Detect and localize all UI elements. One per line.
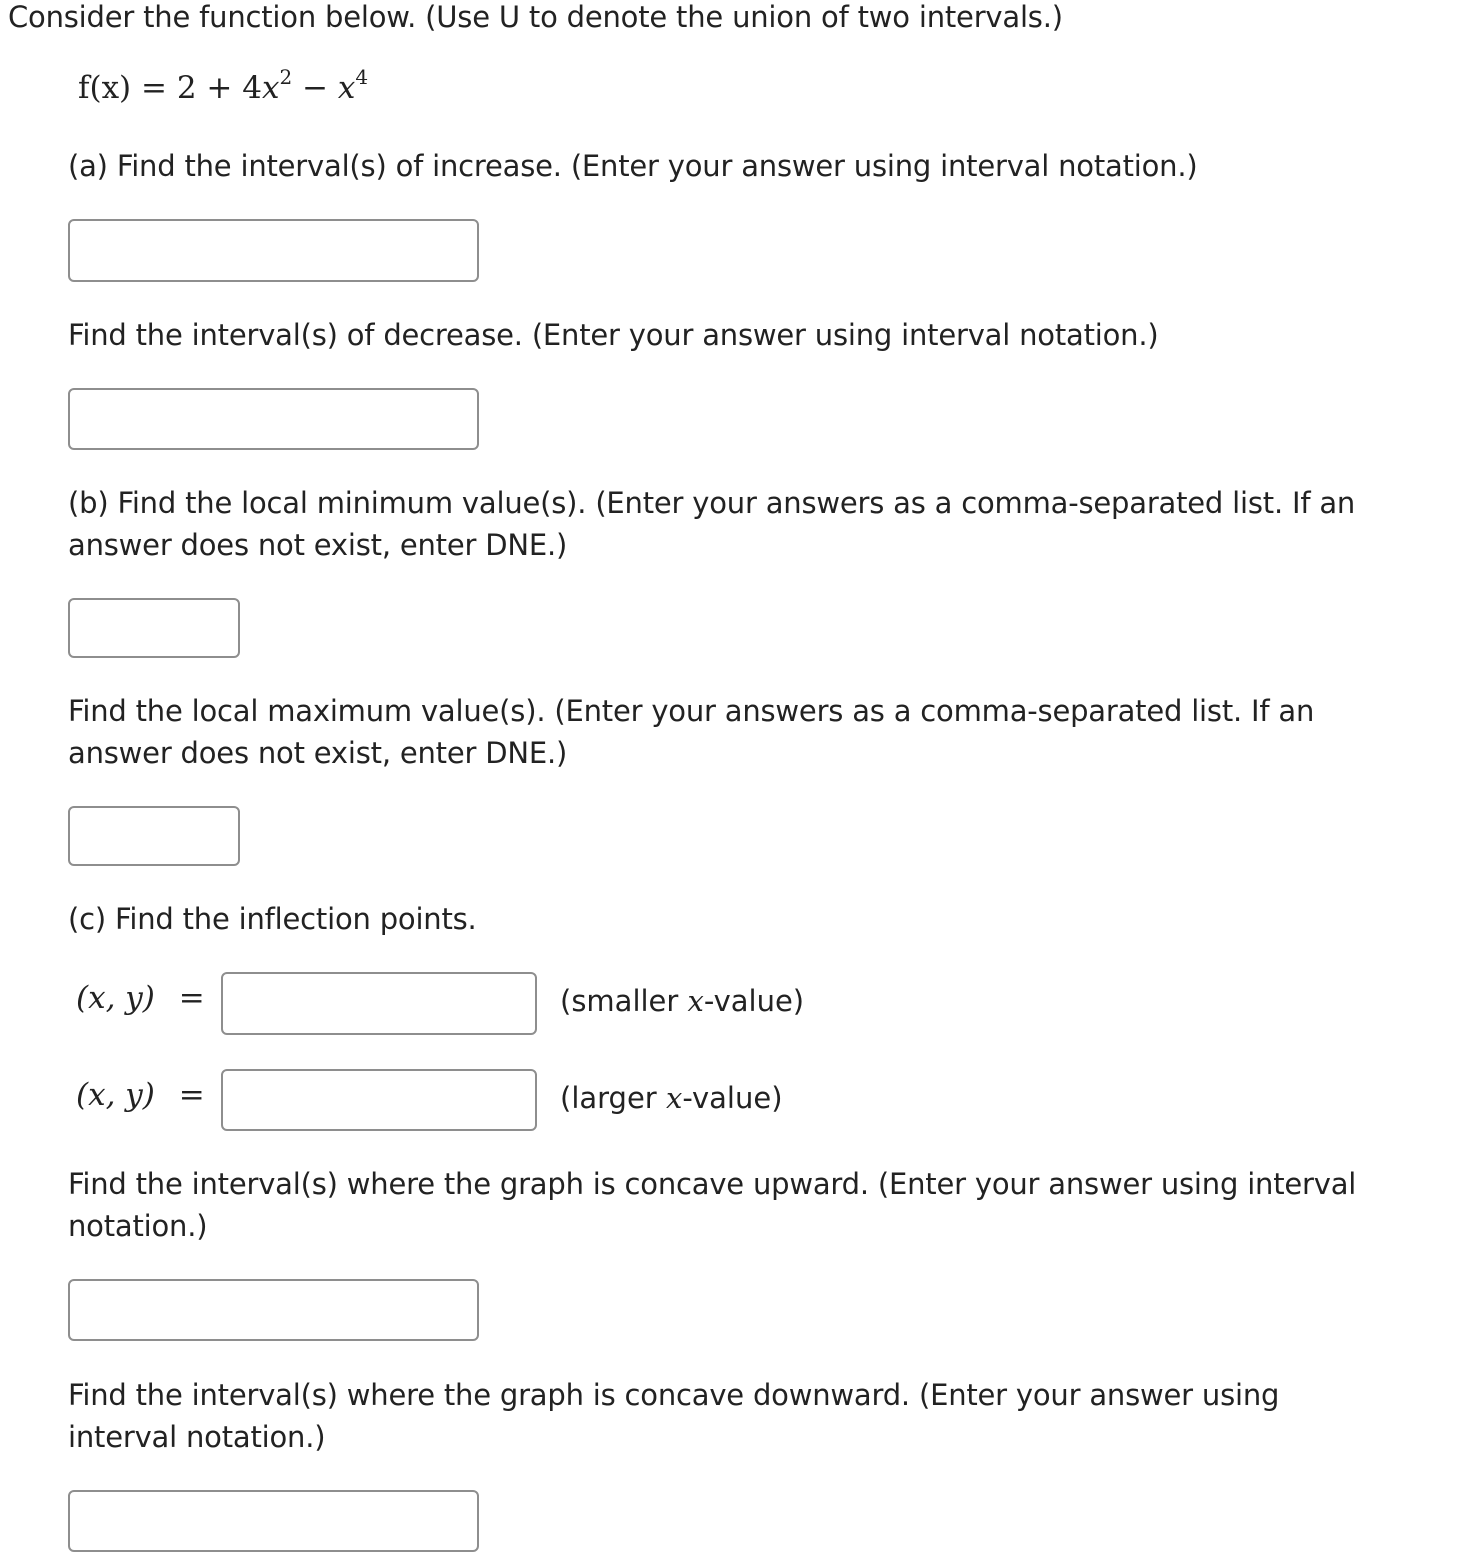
function-definition — [78, 65, 369, 106]
inflection-prompt: (c) Find the inflection points. — [68, 902, 477, 936]
increase-input[interactable] — [68, 219, 479, 282]
inflection-point-label-2: (x, y) = — [76, 1077, 205, 1113]
function-rhs-a: 2 + 4 — [176, 70, 262, 106]
concave-down-input[interactable] — [68, 1490, 479, 1552]
function-exp-2: 2 — [279, 65, 293, 89]
concave-up-prompt: Find the interval(s) where the graph is concave upward. (Enter your answer using interval notation.) — [68, 1167, 1357, 1243]
function-minus: − — [292, 70, 338, 106]
decrease-input[interactable] — [68, 388, 479, 450]
inflection-point-label-1: (x, y) = — [76, 980, 205, 1016]
inflection-smaller-input[interactable] — [221, 972, 537, 1035]
local-min-input[interactable] — [68, 598, 240, 658]
concave-down-prompt: Find the interval(s) where the graph is concave downward. (Enter your answer using interval notation.) — [68, 1378, 1280, 1454]
decrease-prompt: Find the interval(s) of decrease. (Enter your answer using interval notation.) — [68, 318, 1159, 352]
local-max-prompt: Find the local maximum value(s). (Enter your answers as a comma-separated list. If an answer does not exist, enter DNE.) — [68, 694, 1315, 770]
inflection-larger-note: (larger x-value) — [560, 1081, 783, 1115]
function-lhs: f(x) — [78, 70, 132, 106]
inflection-smaller-note: (smaller x-value) — [560, 984, 805, 1018]
concave-up-input[interactable] — [68, 1279, 479, 1341]
function-equals: = — [141, 70, 167, 106]
function-exp-4: 4 — [355, 65, 369, 89]
function-var-1: x — [262, 70, 280, 106]
function-var-2: x — [337, 70, 356, 106]
local-min-prompt: (b) Find the local minimum value(s). (Enter your answers as a comma-separated list. If an answer does not exist, enter DNE.) — [68, 486, 1356, 562]
increase-prompt: (a) Find the interval(s) of increase. (Enter your answer using interval notation.) — [68, 149, 1198, 183]
inflection-larger-input[interactable] — [221, 1069, 537, 1131]
local-max-input[interactable] — [68, 806, 240, 866]
problem-intro: Consider the function below. (Use U to denote the union of two intervals.) — [8, 0, 1063, 34]
